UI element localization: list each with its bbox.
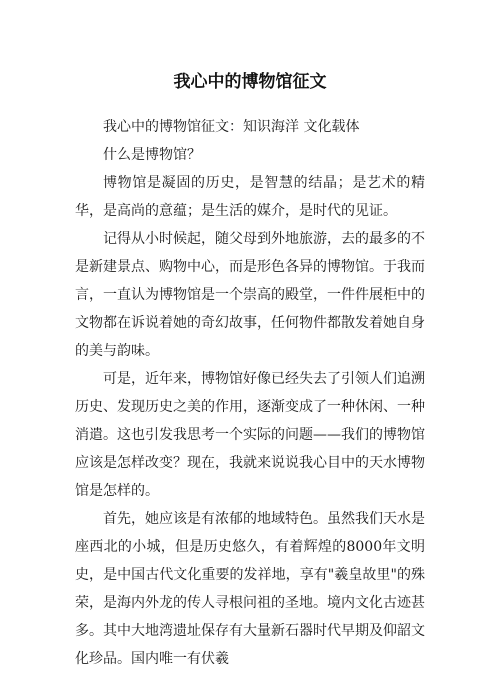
paragraph-childhood-memory: 记得从小时候起，随父母到外地旅游，去的最多的不是新建景点、购物中心，而是形色各异的博物馆。于我而言，一直认为博物馆是一个崇高的殿堂，一件件展柜中的文物都在诉说着她的奇幻故事，任何物件都散发着她自身的美与韵味。 (75, 231, 425, 359)
paragraph-recent-change: 可是，近年来，博物馆好像已经失去了引领人们追溯历史、发现历史之美的作用，逐渐变成了一种休闲、一种消遣。这也引发我思考一个实际的问题——我们的博物馆应该是怎样改变？现在，我就来说说我心目中的天水博物馆是怎样的。 (75, 371, 425, 499)
paragraph-regional-feature: 首先，她应该是有浓郁的地域特色。虽然我们天水是座西北的小城，但是历史悠久，有着辉煌的8000年文明史，是中国古代文化重要的发祥地，享有"羲皇故里"的殊荣，是海内外龙的传人寻根问祖的圣地。境内文化古迹甚多。其中大地湾遗址保存有大量新石器时代早期及仰韶文化珍品。国内唯一有伏羲 (75, 511, 425, 667)
paragraph-definition: 博物馆是凝固的历史，是智慧的结晶；是艺术的精华，是高尚的意蕴；是生活的媒介，是时代的见证。 (75, 175, 425, 219)
paragraph-question: 什么是博物馆？ (103, 147, 201, 163)
document-title: 我心中的博物馆征文 (173, 72, 327, 92)
document-body (75, 113, 425, 673)
paragraph-subtitle: 我心中的博物馆征文：知识海洋 文化载体 (103, 119, 360, 135)
